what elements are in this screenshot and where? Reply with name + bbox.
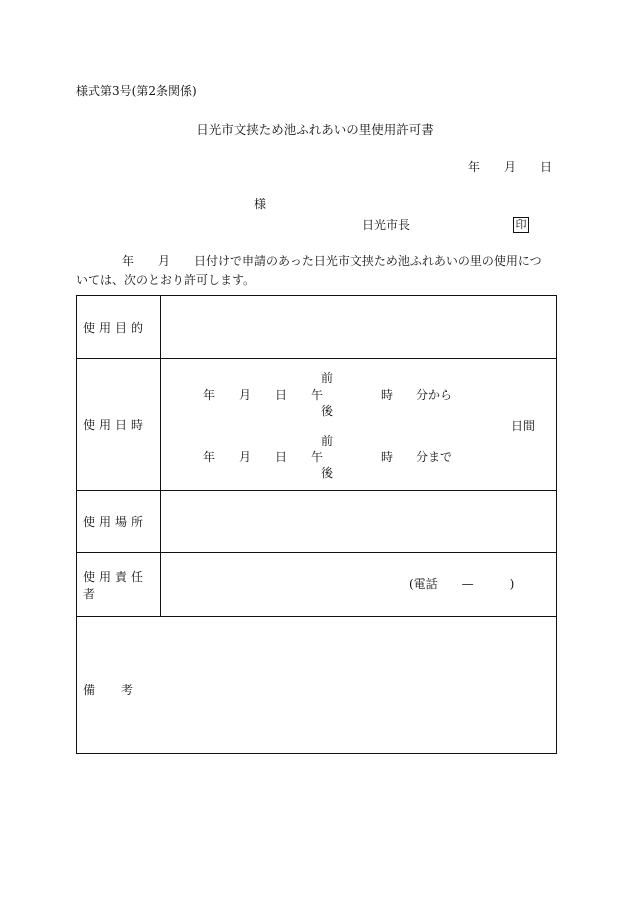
start-hour-label: 時 [381,388,394,402]
datetime-grid [161,359,556,490]
addressee-suffix: 様 [254,197,267,211]
issuer-name: 日光市長 [362,218,411,232]
purpose-label-cell [77,296,161,359]
row-place [77,491,557,553]
row-datetime [77,359,557,491]
remarks-label: 備考 [83,683,160,697]
end-year-label: 年 [203,450,216,464]
place-value-cell [161,491,557,553]
start-day-label: 日 [275,388,288,402]
body-text-line-2: いては、次のとおり許可します。 [76,273,256,287]
row-purpose [77,296,557,359]
place-label-cell [77,491,161,553]
start-minute-from-label: 分から [416,388,453,402]
end-day-label: 日 [275,450,288,464]
datetime-label-cell [77,359,161,491]
row-remarks [77,617,557,754]
start-am-label: 前 [321,371,334,385]
start-pm-label: 後 [321,404,334,418]
body-text-line-1: 年 月 日付けで申請のあった日光市文挟ため池ふれあいの里の使用につ [122,254,542,268]
purpose-label: 使用目的 [83,320,148,335]
phone-label: (電話 — ) [409,577,515,591]
datetime-label: 使用日時 [83,418,148,432]
end-month-label: 月 [239,450,252,464]
person-value-cell [161,553,557,617]
end-minute-until-label: 分まで [416,450,453,464]
person-label: 使用責任者 [83,569,148,601]
end-hour-label: 時 [381,450,394,464]
person-grid [161,553,556,616]
end-am-label: 前 [321,434,334,448]
start-month-label: 月 [239,388,252,402]
seal-stamp-box: 印 [513,217,529,233]
end-pm-label: 後 [321,466,334,480]
permit-table [76,295,557,754]
end-noon-label: 午 [311,450,324,464]
place-label: 使用場所 [83,515,148,529]
form-number-label: 様式第3号(第2条関係) [76,84,197,98]
date-day-label: 日 [540,160,553,174]
days-label: 日間 [511,419,536,433]
remarks-cell [77,617,557,754]
purpose-value-cell [161,296,557,359]
datetime-value-cell [161,359,557,491]
start-year-label: 年 [203,388,216,402]
date-month-label: 月 [504,160,517,174]
date-year-label: 年 [468,160,481,174]
document-title: 日光市文挟ため池ふれあいの里使用許可書 [196,122,434,137]
start-noon-label: 午 [311,388,324,402]
person-label-cell [77,553,161,617]
row-responsible-person [77,553,557,617]
